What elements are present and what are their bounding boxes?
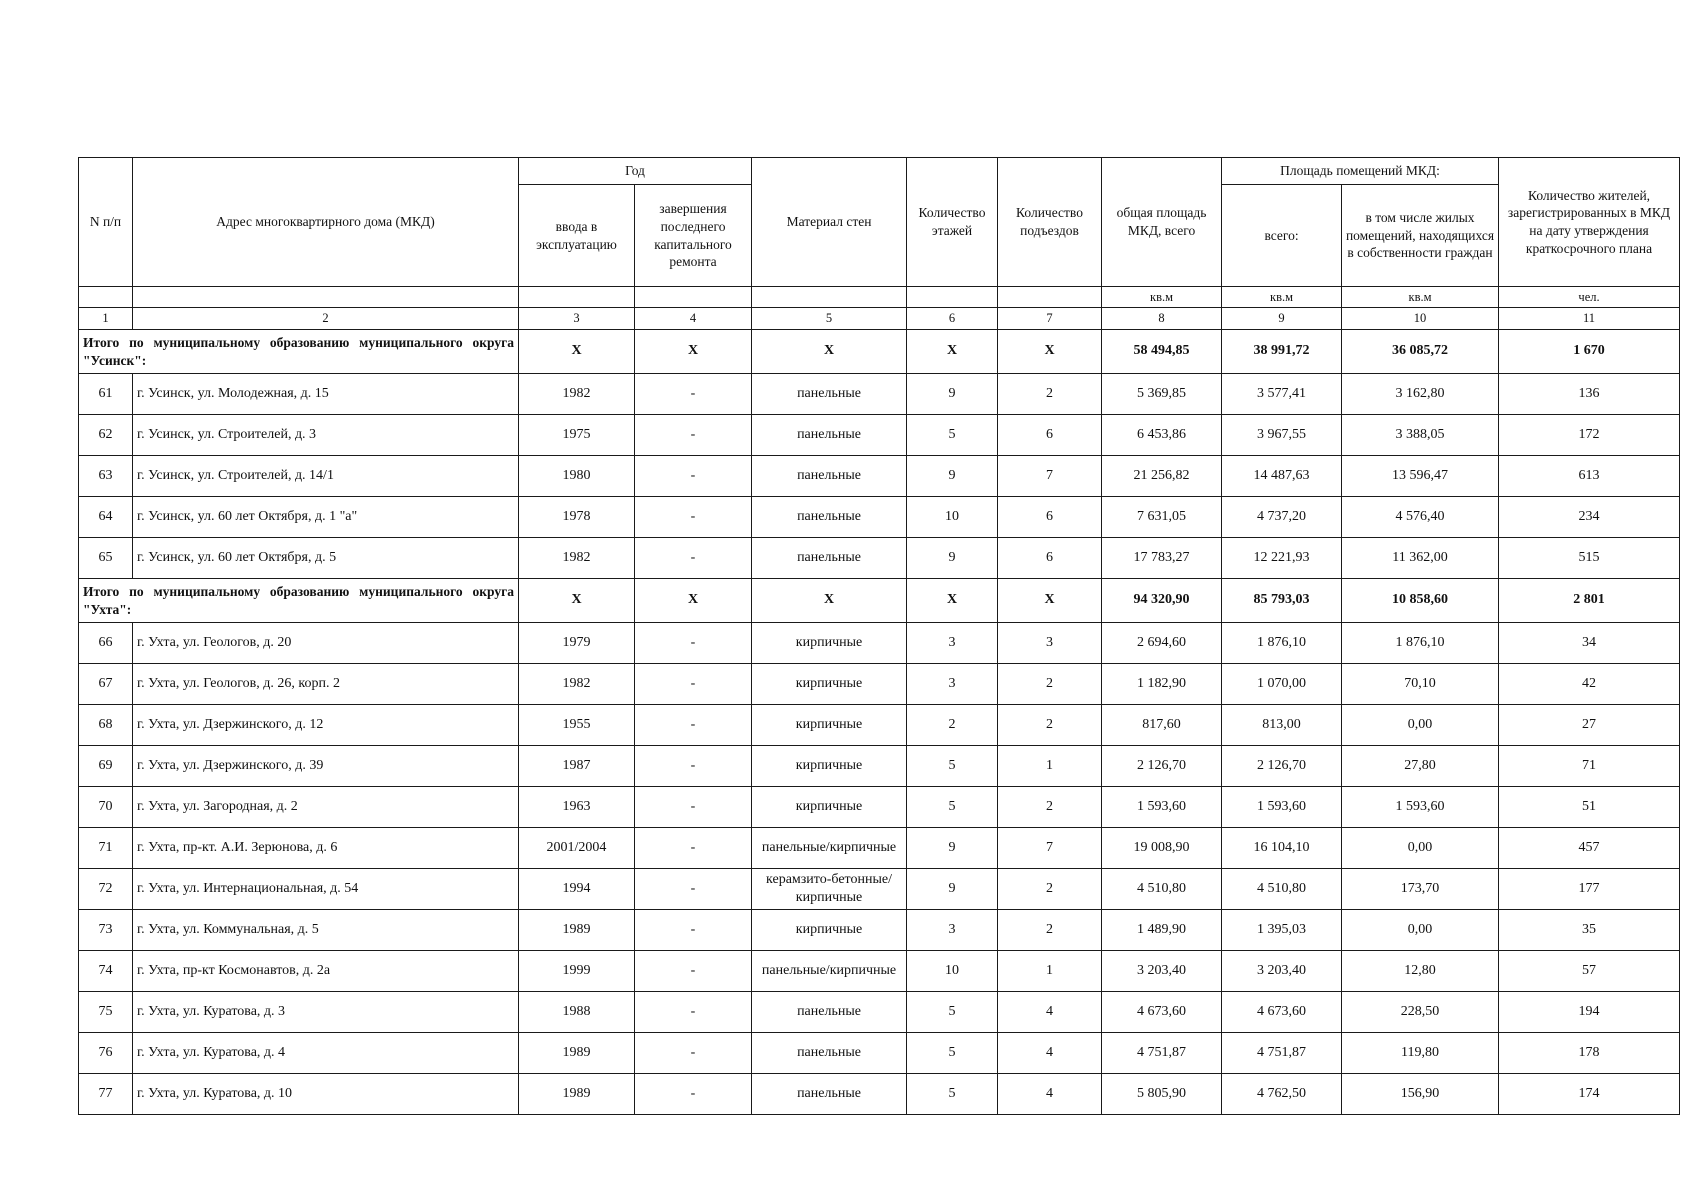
column-number: 10 [1342, 308, 1499, 330]
total-area-cell: 817,60 [1102, 705, 1222, 746]
column-number: 5 [752, 308, 907, 330]
year-commission-cell: 1989 [519, 910, 635, 951]
housing-table-document [78, 157, 1680, 1115]
column-number: 1 [79, 308, 133, 330]
year-commission-cell: 1955 [519, 705, 635, 746]
group-year-repair-cell: X [635, 330, 752, 374]
entrances-cell: 6 [998, 538, 1102, 579]
column-number: 2 [133, 308, 519, 330]
year-commission-cell: 1978 [519, 497, 635, 538]
wall-material-cell: кирпичные [752, 910, 907, 951]
table-row [79, 746, 1680, 787]
row-number-cell: 67 [79, 664, 133, 705]
entrances-cell: 2 [998, 787, 1102, 828]
area-all-cell: 4 510,80 [1222, 869, 1342, 910]
group-area-citizens-cell: 10 858,60 [1342, 579, 1499, 623]
total-area-cell: 21 256,82 [1102, 456, 1222, 497]
header-num: N п/п [79, 158, 133, 287]
floors-cell: 3 [907, 664, 998, 705]
header-total-area: общая площадь МКД, всего [1102, 158, 1222, 287]
unit-empty [998, 287, 1102, 308]
column-number: 8 [1102, 308, 1222, 330]
table-row [79, 1074, 1680, 1115]
residents-cell: 234 [1499, 497, 1680, 538]
header-area-all: всего: [1222, 185, 1342, 287]
area-citizens-cell: 119,80 [1342, 1033, 1499, 1074]
wall-material-cell: панельные [752, 415, 907, 456]
area-citizens-cell: 173,70 [1342, 869, 1499, 910]
header-address: Адрес многоквартирного дома (МКД) [133, 158, 519, 287]
unit-total-area: кв.м [1102, 287, 1222, 308]
address-cell: г. Ухта, ул. Геологов, д. 20 [133, 623, 519, 664]
row-number-cell: 65 [79, 538, 133, 579]
table-row [79, 623, 1680, 664]
header-residents: Количество жителей, зарегистрированных в МКД на дату утверждения краткосрочного плана [1499, 158, 1680, 287]
year-repair-cell: - [635, 787, 752, 828]
row-number-cell: 68 [79, 705, 133, 746]
residents-cell: 136 [1499, 374, 1680, 415]
year-commission-cell: 1989 [519, 1074, 635, 1115]
header-year-repair: завершения последнего капитального ремонта [635, 185, 752, 287]
table-row [79, 664, 1680, 705]
floors-cell: 10 [907, 497, 998, 538]
entrances-cell: 2 [998, 869, 1102, 910]
column-number: 3 [519, 308, 635, 330]
year-repair-cell: - [635, 746, 752, 787]
entrances-cell: 2 [998, 664, 1102, 705]
unit-empty [133, 287, 519, 308]
header-year-commission: ввода в эксплуатацию [519, 185, 635, 287]
entrances-cell: 3 [998, 623, 1102, 664]
table-row [79, 951, 1680, 992]
wall-material-cell: панельные/кирпичные [752, 828, 907, 869]
row-number-cell: 61 [79, 374, 133, 415]
residents-cell: 27 [1499, 705, 1680, 746]
entrances-cell: 7 [998, 456, 1102, 497]
row-number-cell: 75 [79, 992, 133, 1033]
group-residents-cell: 1 670 [1499, 330, 1680, 374]
wall-material-cell: кирпичные [752, 787, 907, 828]
group-year-commission-cell: X [519, 579, 635, 623]
year-commission-cell: 2001/2004 [519, 828, 635, 869]
group-title: Итого по муниципальному образованию муниципального округа "Ухта": [79, 579, 519, 623]
wall-material-cell: панельные [752, 1074, 907, 1115]
area-citizens-cell: 0,00 [1342, 910, 1499, 951]
row-number-cell: 66 [79, 623, 133, 664]
year-commission-cell: 1994 [519, 869, 635, 910]
wall-material-cell: кирпичные [752, 623, 907, 664]
column-number: 7 [998, 308, 1102, 330]
housing-table [78, 157, 1680, 1115]
area-citizens-cell: 3 162,80 [1342, 374, 1499, 415]
entrances-cell: 2 [998, 374, 1102, 415]
area-citizens-cell: 13 596,47 [1342, 456, 1499, 497]
total-area-cell: 4 673,60 [1102, 992, 1222, 1033]
total-area-cell: 5 805,90 [1102, 1074, 1222, 1115]
wall-material-cell: панельные [752, 374, 907, 415]
total-area-cell: 3 203,40 [1102, 951, 1222, 992]
table-row [79, 992, 1680, 1033]
table-row [79, 705, 1680, 746]
area-citizens-cell: 228,50 [1342, 992, 1499, 1033]
entrances-cell: 7 [998, 828, 1102, 869]
unit-empty [752, 287, 907, 308]
entrances-cell: 6 [998, 497, 1102, 538]
total-area-cell: 4 510,80 [1102, 869, 1222, 910]
wall-material-cell: керамзито-бетонные/кирпичные [752, 869, 907, 910]
wall-material-cell: панельные [752, 1033, 907, 1074]
table-row [79, 456, 1680, 497]
address-cell: г. Ухта, ул. Интернациональная, д. 54 [133, 869, 519, 910]
area-all-cell: 1 593,60 [1222, 787, 1342, 828]
address-cell: г. Ухта, ул. Куратова, д. 10 [133, 1074, 519, 1115]
unit-empty [79, 287, 133, 308]
wall-material-cell: панельные/кирпичные [752, 951, 907, 992]
area-citizens-cell: 1 593,60 [1342, 787, 1499, 828]
address-cell: г. Ухта, ул. Куратова, д. 3 [133, 992, 519, 1033]
year-commission-cell: 1980 [519, 456, 635, 497]
unit-residents: чел. [1499, 287, 1680, 308]
group-total-area-cell: 94 320,90 [1102, 579, 1222, 623]
residents-cell: 51 [1499, 787, 1680, 828]
entrances-cell: 4 [998, 1033, 1102, 1074]
header-area-group: Площадь помещений МКД: [1222, 158, 1499, 185]
total-area-cell: 19 008,90 [1102, 828, 1222, 869]
residents-cell: 172 [1499, 415, 1680, 456]
year-repair-cell: - [635, 538, 752, 579]
group-area-all-cell: 38 991,72 [1222, 330, 1342, 374]
group-total-area-cell: 58 494,85 [1102, 330, 1222, 374]
column-number: 11 [1499, 308, 1680, 330]
entrances-cell: 1 [998, 951, 1102, 992]
wall-material-cell: кирпичные [752, 664, 907, 705]
total-area-cell: 1 489,90 [1102, 910, 1222, 951]
residents-cell: 57 [1499, 951, 1680, 992]
address-cell: г. Ухта, ул. Дзержинского, д. 39 [133, 746, 519, 787]
floors-cell: 5 [907, 787, 998, 828]
floors-cell: 5 [907, 746, 998, 787]
entrances-cell: 6 [998, 415, 1102, 456]
residents-cell: 34 [1499, 623, 1680, 664]
group-entrances-cell: X [998, 330, 1102, 374]
column-number: 6 [907, 308, 998, 330]
wall-material-cell: панельные [752, 538, 907, 579]
group-area-citizens-cell: 36 085,72 [1342, 330, 1499, 374]
year-repair-cell: - [635, 456, 752, 497]
row-number-cell: 77 [79, 1074, 133, 1115]
area-all-cell: 1 876,10 [1222, 623, 1342, 664]
area-all-cell: 14 487,63 [1222, 456, 1342, 497]
floors-cell: 2 [907, 705, 998, 746]
entrances-cell: 2 [998, 910, 1102, 951]
year-repair-cell: - [635, 705, 752, 746]
table-row [79, 869, 1680, 910]
year-commission-cell: 1989 [519, 1033, 635, 1074]
address-cell: г. Усинск, ул. Молодежная, д. 15 [133, 374, 519, 415]
address-cell: г. Ухта, пр-кт Космонавтов, д. 2а [133, 951, 519, 992]
total-area-cell: 1 593,60 [1102, 787, 1222, 828]
residents-cell: 71 [1499, 746, 1680, 787]
row-number-cell: 74 [79, 951, 133, 992]
row-number-cell: 76 [79, 1033, 133, 1074]
residents-cell: 174 [1499, 1074, 1680, 1115]
group-area-all-cell: 85 793,03 [1222, 579, 1342, 623]
year-commission-cell: 1975 [519, 415, 635, 456]
area-all-cell: 3 203,40 [1222, 951, 1342, 992]
group-total-row [79, 579, 1680, 623]
year-repair-cell: - [635, 992, 752, 1033]
residents-cell: 178 [1499, 1033, 1680, 1074]
address-cell: г. Ухта, ул. Загородная, д. 2 [133, 787, 519, 828]
column-number: 4 [635, 308, 752, 330]
floors-cell: 9 [907, 456, 998, 497]
group-title: Итого по муниципальному образованию муниципального округа "Усинск": [79, 330, 519, 374]
residents-cell: 194 [1499, 992, 1680, 1033]
floors-cell: 5 [907, 1074, 998, 1115]
unit-area-all: кв.м [1222, 287, 1342, 308]
floors-cell: 9 [907, 869, 998, 910]
area-all-cell: 12 221,93 [1222, 538, 1342, 579]
table-row [79, 538, 1680, 579]
group-entrances-cell: X [998, 579, 1102, 623]
address-cell: г. Усинск, ул. 60 лет Октября, д. 5 [133, 538, 519, 579]
wall-material-cell: панельные [752, 456, 907, 497]
area-citizens-cell: 0,00 [1342, 705, 1499, 746]
floors-cell: 9 [907, 374, 998, 415]
area-all-cell: 3 577,41 [1222, 374, 1342, 415]
column-number: 9 [1222, 308, 1342, 330]
table-row [79, 1033, 1680, 1074]
floors-cell: 5 [907, 992, 998, 1033]
area-all-cell: 1 070,00 [1222, 664, 1342, 705]
floors-cell: 9 [907, 538, 998, 579]
group-wall-material-cell: X [752, 579, 907, 623]
address-cell: г. Ухта, ул. Геологов, д. 26, корп. 2 [133, 664, 519, 705]
residents-cell: 515 [1499, 538, 1680, 579]
wall-material-cell: кирпичные [752, 746, 907, 787]
area-citizens-cell: 1 876,10 [1342, 623, 1499, 664]
area-citizens-cell: 156,90 [1342, 1074, 1499, 1115]
area-all-cell: 4 673,60 [1222, 992, 1342, 1033]
address-cell: г. Усинск, ул. Строителей, д. 3 [133, 415, 519, 456]
year-repair-cell: - [635, 1074, 752, 1115]
table-row [79, 497, 1680, 538]
area-citizens-cell: 0,00 [1342, 828, 1499, 869]
row-number-cell: 72 [79, 869, 133, 910]
year-commission-cell: 1982 [519, 664, 635, 705]
unit-empty [519, 287, 635, 308]
area-all-cell: 1 395,03 [1222, 910, 1342, 951]
area-citizens-cell: 3 388,05 [1342, 415, 1499, 456]
year-repair-cell: - [635, 951, 752, 992]
year-commission-cell: 1963 [519, 787, 635, 828]
residents-cell: 613 [1499, 456, 1680, 497]
address-cell: г. Ухта, ул. Дзержинского, д. 12 [133, 705, 519, 746]
row-number-cell: 62 [79, 415, 133, 456]
area-citizens-cell: 4 576,40 [1342, 497, 1499, 538]
year-repair-cell: - [635, 869, 752, 910]
group-year-repair-cell: X [635, 579, 752, 623]
area-all-cell: 16 104,10 [1222, 828, 1342, 869]
year-commission-cell: 1982 [519, 538, 635, 579]
wall-material-cell: панельные [752, 497, 907, 538]
year-repair-cell: - [635, 374, 752, 415]
row-number-cell: 64 [79, 497, 133, 538]
area-citizens-cell: 12,80 [1342, 951, 1499, 992]
total-area-cell: 17 783,27 [1102, 538, 1222, 579]
area-citizens-cell: 27,80 [1342, 746, 1499, 787]
year-repair-cell: - [635, 623, 752, 664]
total-area-cell: 2 694,60 [1102, 623, 1222, 664]
address-cell: г. Ухта, пр-кт. А.И. Зерюнова, д. 6 [133, 828, 519, 869]
year-commission-cell: 1988 [519, 992, 635, 1033]
header-floors: Количество этажей [907, 158, 998, 287]
entrances-cell: 2 [998, 705, 1102, 746]
total-area-cell: 1 182,90 [1102, 664, 1222, 705]
row-number-cell: 70 [79, 787, 133, 828]
total-area-cell: 7 631,05 [1102, 497, 1222, 538]
total-area-cell: 4 751,87 [1102, 1033, 1222, 1074]
group-total-row [79, 330, 1680, 374]
year-commission-cell: 1987 [519, 746, 635, 787]
header-entrances: Количество подъездов [998, 158, 1102, 287]
address-cell: г. Ухта, ул. Коммунальная, д. 5 [133, 910, 519, 951]
area-all-cell: 2 126,70 [1222, 746, 1342, 787]
total-area-cell: 2 126,70 [1102, 746, 1222, 787]
header-wall-material: Материал стен [752, 158, 907, 287]
group-year-commission-cell: X [519, 330, 635, 374]
year-repair-cell: - [635, 664, 752, 705]
floors-cell: 3 [907, 623, 998, 664]
total-area-cell: 6 453,86 [1102, 415, 1222, 456]
address-cell: г. Усинск, ул. Строителей, д. 14/1 [133, 456, 519, 497]
area-all-cell: 3 967,55 [1222, 415, 1342, 456]
address-cell: г. Усинск, ул. 60 лет Октября, д. 1 "а" [133, 497, 519, 538]
table-row [79, 374, 1680, 415]
table-row [79, 910, 1680, 951]
area-all-cell: 4 737,20 [1222, 497, 1342, 538]
header-year-group: Год [519, 158, 752, 185]
year-repair-cell: - [635, 1033, 752, 1074]
residents-cell: 457 [1499, 828, 1680, 869]
table-row [79, 828, 1680, 869]
year-commission-cell: 1982 [519, 374, 635, 415]
area-citizens-cell: 70,10 [1342, 664, 1499, 705]
entrances-cell: 4 [998, 1074, 1102, 1115]
row-number-cell: 71 [79, 828, 133, 869]
group-wall-material-cell: X [752, 330, 907, 374]
area-all-cell: 4 751,87 [1222, 1033, 1342, 1074]
area-all-cell: 4 762,50 [1222, 1074, 1342, 1115]
wall-material-cell: кирпичные [752, 705, 907, 746]
floors-cell: 3 [907, 910, 998, 951]
area-all-cell: 813,00 [1222, 705, 1342, 746]
unit-empty [635, 287, 752, 308]
group-residents-cell: 2 801 [1499, 579, 1680, 623]
unit-empty [907, 287, 998, 308]
group-floors-cell: X [907, 579, 998, 623]
total-area-cell: 5 369,85 [1102, 374, 1222, 415]
floors-cell: 9 [907, 828, 998, 869]
year-repair-cell: - [635, 497, 752, 538]
address-cell: г. Ухта, ул. Куратова, д. 4 [133, 1033, 519, 1074]
area-citizens-cell: 11 362,00 [1342, 538, 1499, 579]
floors-cell: 5 [907, 1033, 998, 1074]
table-row [79, 415, 1680, 456]
year-repair-cell: - [635, 910, 752, 951]
row-number-cell: 63 [79, 456, 133, 497]
residents-cell: 177 [1499, 869, 1680, 910]
row-number-cell: 69 [79, 746, 133, 787]
residents-cell: 35 [1499, 910, 1680, 951]
residents-cell: 42 [1499, 664, 1680, 705]
table-row [79, 787, 1680, 828]
floors-cell: 10 [907, 951, 998, 992]
entrances-cell: 1 [998, 746, 1102, 787]
year-repair-cell: - [635, 828, 752, 869]
floors-cell: 5 [907, 415, 998, 456]
year-repair-cell: - [635, 415, 752, 456]
year-commission-cell: 1999 [519, 951, 635, 992]
entrances-cell: 4 [998, 992, 1102, 1033]
header-area-citizens: в том числе жилых помещений, находящихся в собственности граждан [1342, 185, 1499, 287]
wall-material-cell: панельные [752, 992, 907, 1033]
row-number-cell: 73 [79, 910, 133, 951]
group-floors-cell: X [907, 330, 998, 374]
year-commission-cell: 1979 [519, 623, 635, 664]
unit-area-citizens: кв.м [1342, 287, 1499, 308]
